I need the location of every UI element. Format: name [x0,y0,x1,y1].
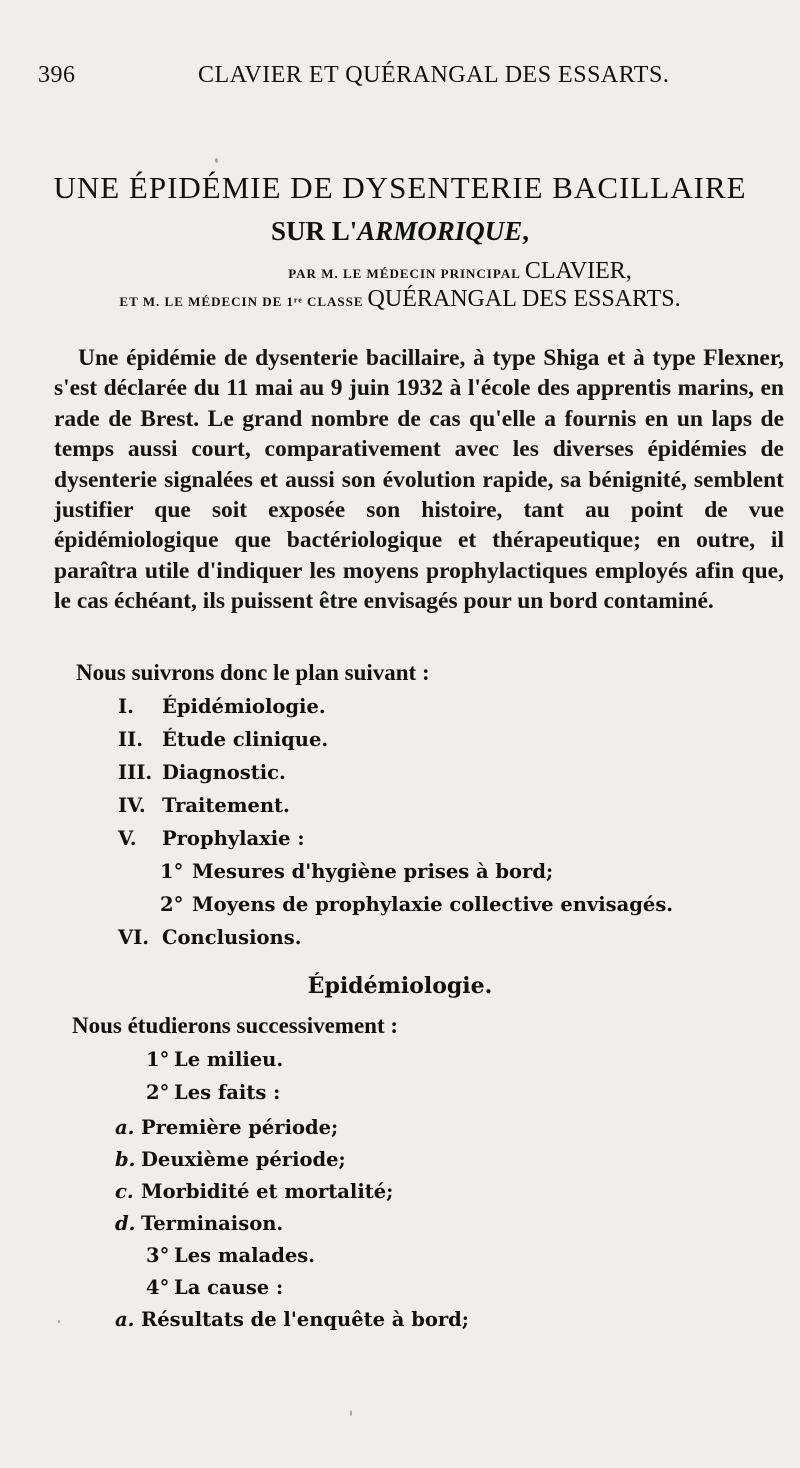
section-item-label: Résultats de l'enquête à bord; [141,1308,469,1331]
section-item [146,1081,280,1104]
page-number: 396 [38,62,76,88]
title-line2-suffix: , [522,216,530,246]
paper-speck [215,158,218,163]
plan-item-number: 2° [160,893,184,916]
plan-item-label: Diagnostic. [162,761,286,784]
byline1-name: CLAVIER, [524,258,632,284]
section-item [146,1244,315,1267]
section-item-number: c. [115,1180,134,1203]
section-item [115,1212,283,1235]
section-item [115,1308,469,1331]
section-item [146,1276,283,1299]
section-item-label: Première période; [141,1116,339,1139]
section-item-number: a. [115,1116,135,1139]
section-item-label: Terminaison. [141,1212,284,1235]
plan-item-label: Prophylaxie : [162,827,305,850]
byline2-rank: ET M. LE MÉDECIN DE 1ʳᵉ CLASSE [119,294,364,309]
section-item-label: Le milieu. [174,1048,284,1071]
section-item-number: 4° [146,1276,170,1299]
plan-item-number: II. [118,728,144,751]
title-line2-prefix: SUR L' [270,216,358,246]
ship-name: ARMORIQUE [357,216,523,246]
section-item [115,1116,338,1139]
section-item-number: d. [115,1212,136,1235]
section-item-label: Les malades. [174,1244,316,1267]
section-item-number: 3° [146,1244,170,1267]
plan-item-number: I. [118,695,134,718]
paper-speck [58,1320,60,1323]
byline2-name: QUÉRANGAL DES ESSARTS. [367,286,681,312]
plan-item-number: V. [118,827,137,850]
section-heading: Épidémiologie. [307,973,493,999]
section-item-number: b. [115,1148,136,1171]
plan-item-number: III. [118,761,153,784]
plan-item-number: 1° [160,860,184,883]
byline1-rank: PAR M. LE MÉDECIN PRINCIPAL [288,266,521,281]
plan-item-label: Conclusions. [162,926,302,949]
section-item-label: La cause : [174,1276,284,1299]
section-item [146,1048,283,1071]
running-head-title: CLAVIER ET QUÉRANGAL DES ESSARTS. [198,62,670,88]
section-item [115,1180,393,1203]
plan-item-label: Épidémiologie. [162,695,326,718]
section-item-label: Les faits : [174,1081,281,1104]
plan-item-label: Traitement. [162,794,290,817]
paper-speck [350,1410,352,1416]
plan-item-number: VI. [118,926,150,949]
plan-item-label: Moyens de prophylaxie collective envisagés. [192,893,674,916]
article-title-line1: UNE ÉPIDÉMIE DE DYSENTERIE BACILLAIRE [53,170,747,205]
section-item-number: a. [115,1308,135,1331]
section-item-number: 2° [146,1081,170,1104]
section-intro: Nous étudierons successivement : [72,1013,399,1038]
plan-item-label: Mesures d'hygiène prises à bord; [192,860,554,883]
section-item-label: Deuxième période; [141,1148,346,1171]
plan-item-number: IV. [118,794,146,817]
section-item [115,1148,346,1171]
section-item-number: 1° [146,1048,170,1071]
plan-item-label: Étude clinique. [162,728,329,751]
intro-paragraph-text: Une épidémie de dysenterie bacillaire, à type Shiga et à type Flexner, s'est déclarée du 11 mai au 9 juin 1932 à l'école des apprentis marins, en rade de Brest. Le grand nombre de cas qu'elle a fournis en un laps de temps aussi court, comparativement avec les diverses épidémies de dysenterie signalées et aussi son évolution rapide, sa bénignité, semblent justifier que soit exposée son histoire, tant au point de vue épidémiologique que bactériologique et thérapeutique; en outre, il paraîtra utile d'indiquer les moyens prophylactiques employés afin que, le cas échéant, ils puissent être envisagés pour un bord contaminé. [54,345,784,615]
plan-intro: Nous suivrons donc le plan suivant : [76,660,430,685]
section-item-label: Morbidité et mortalité; [141,1180,394,1203]
